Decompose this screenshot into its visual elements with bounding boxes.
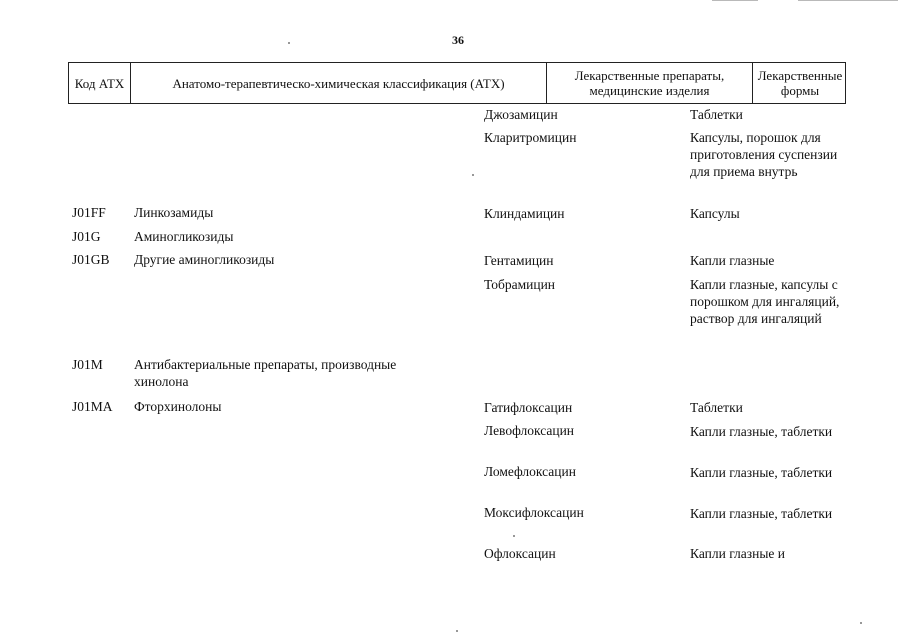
table-row-form: Капсулы: [690, 206, 740, 221]
table-row-form: Капли глазные, таблетки: [690, 465, 833, 480]
table-row-code: J01MA: [72, 399, 113, 414]
table-row-form: Капли глазные и: [690, 546, 786, 561]
table-row-form: Капли глазные: [690, 253, 775, 268]
table-row-code: J01G: [72, 229, 101, 244]
table-row-classification: Антибактериальные препараты, производные хинолона: [134, 357, 397, 389]
table-row-drug: Моксифлоксацин: [484, 505, 584, 520]
scan-speck: [860, 622, 862, 624]
scan-speck: [288, 42, 290, 44]
table-row-form: Капли глазные, таблетки: [690, 506, 833, 521]
table-row-drug: Джозамицин: [484, 107, 558, 122]
table-row-drug: Тобрамицин: [484, 277, 556, 292]
table-row-form: Капли глазные, таблетки: [690, 424, 833, 439]
table-row-code: J01GB: [72, 252, 110, 267]
table-row-classification: Другие аминогликозиды: [134, 252, 275, 267]
table-row-form: Таблетки: [690, 107, 743, 122]
table-row-form: Капсулы, порошок для приготовления суспензии для приема внутрь: [690, 130, 838, 179]
header-classification: Анатомо-терапевтическо-химическая классификация (АТХ): [131, 63, 547, 103]
table-row-classification: Фторхинолоны: [134, 399, 222, 414]
table-row-drug: Кларитромицин: [484, 130, 577, 145]
scan-artifact-line: [798, 0, 898, 1]
table-row-drug: Клиндамицин: [484, 206, 565, 221]
scan-speck: [472, 174, 474, 176]
table-row-code: J01M: [72, 357, 103, 372]
table-row-drug: Гентамицин: [484, 253, 554, 268]
table-row-form: Таблетки: [690, 400, 743, 415]
table-row-form: Капли глазные, капсулы с порошком для ингаляций, раствор для ингаляций: [690, 277, 840, 326]
table-row-drug: Гатифлоксацин: [484, 400, 573, 415]
table-row-drug: Левофлоксацин: [484, 423, 575, 438]
table-row-classification: Линкозамиды: [134, 205, 214, 220]
scan-speck: [513, 535, 515, 537]
table-row-code: J01FF: [72, 205, 106, 220]
table-row-drug: Офлоксацин: [484, 546, 556, 561]
scan-artifact-line: [712, 0, 758, 1]
table-row-drug: Ломефлоксацин: [484, 464, 576, 479]
scan-speck: [456, 630, 458, 632]
table-header: [68, 62, 846, 104]
table-row-classification: Аминогликозиды: [134, 229, 234, 244]
header-code: Код АТХ: [69, 63, 131, 103]
page-number: 36: [452, 33, 464, 47]
header-forms: Лекарственные формы: [757, 68, 843, 98]
header-drugs: Лекарственные препараты, медицинские изделия: [547, 63, 753, 103]
